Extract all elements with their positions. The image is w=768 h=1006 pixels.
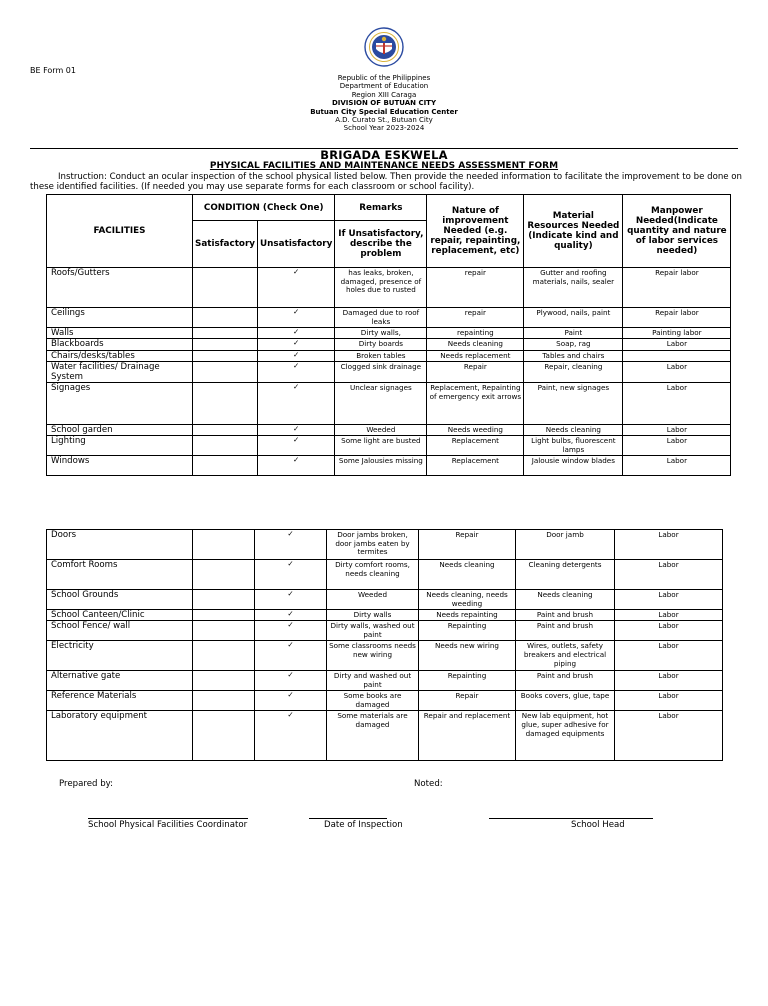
check-icon: ✓ <box>255 641 327 671</box>
facility-cell: Electricity <box>47 641 193 671</box>
date-signature-line <box>309 818 387 819</box>
remarks-cell: Broken tables <box>335 350 427 361</box>
manpower-cell: Labor <box>615 530 723 560</box>
check-icon: ✓ <box>258 339 335 350</box>
manpower-cell: Repair labor <box>623 268 731 308</box>
material-cell: Wires, outlets, safety breakers and electrical piping <box>516 641 615 671</box>
facility-cell: Doors <box>47 530 193 560</box>
check-icon: ✓ <box>258 456 335 476</box>
head-label: School Head <box>571 820 625 830</box>
material-cell: Paint and brush <box>516 621 615 641</box>
remarks-cell: Some materials are damaged <box>327 711 419 761</box>
header-remarks: Remarks <box>335 195 427 221</box>
material-cell: Plywood, nails, paint <box>524 308 623 328</box>
instruction-text: Instruction: Conduct an ocular inspection of the school physical listed below. Then provide the needed information to facilitate the improvement to be done on these identified facilities. (If needed you may use separate forms for each classroom or school facility). <box>30 172 742 192</box>
facility-cell: Water facilities/ Drainage System <box>47 362 193 383</box>
nature-cell: Needs cleaning, needs weeding <box>419 590 516 610</box>
prepared-by-label: Prepared by: <box>59 779 114 789</box>
remarks-cell: Dirty walls, washed out paint <box>327 621 419 641</box>
table-row <box>47 610 723 621</box>
satisfactory-cell <box>193 691 255 711</box>
manpower-cell: Labor <box>615 671 723 691</box>
division-line: DIVISION OF BUTUAN CITY <box>331 99 437 108</box>
nature-cell: Replacement <box>427 436 524 456</box>
table-row <box>47 350 731 361</box>
facility-cell: Comfort Rooms <box>47 560 193 590</box>
nature-cell: repair <box>427 268 524 308</box>
manpower-cell: Labor <box>615 590 723 610</box>
manpower-cell: Repair labor <box>623 308 731 328</box>
form-code: BE Form 01 <box>30 66 76 75</box>
manpower-cell: Labor <box>623 383 731 425</box>
nature-cell: repair <box>427 308 524 328</box>
check-icon: ✓ <box>258 425 335 436</box>
facility-cell: School Canteen/Clinic <box>47 610 193 621</box>
manpower-cell: Labor <box>623 436 731 456</box>
satisfactory-cell <box>193 339 258 350</box>
remarks-cell: Damaged due to roof leaks <box>335 308 427 328</box>
material-cell: Gutter and roofing materials, nails, sealer <box>524 268 623 308</box>
manpower-cell: Labor <box>623 362 731 383</box>
remarks-cell: Weeded <box>327 590 419 610</box>
satisfactory-cell <box>193 425 258 436</box>
nature-cell: repainting <box>427 328 524 339</box>
material-cell: Paint and brush <box>516 671 615 691</box>
nature-cell: Needs cleaning <box>427 339 524 350</box>
table-row <box>47 671 723 691</box>
facility-cell: Blackboards <box>47 339 193 350</box>
check-icon: ✓ <box>255 671 327 691</box>
facility-cell: Roofs/Gutters <box>47 268 193 308</box>
head-signature-line <box>489 818 653 819</box>
table-row <box>47 711 723 761</box>
facilities-table-2 <box>46 529 723 761</box>
facility-cell: Walls <box>47 328 193 339</box>
material-cell: Needs cleaning <box>524 425 623 436</box>
nature-cell: Repair <box>419 530 516 560</box>
region-line: Region XIII Caraga <box>351 90 417 99</box>
remarks-cell: has leaks, broken, damaged, presence of holes due to rusted <box>335 268 427 308</box>
table-row <box>47 456 731 476</box>
table-row <box>47 641 723 671</box>
manpower-cell: Labor <box>623 339 731 350</box>
satisfactory-cell <box>193 590 255 610</box>
satisfactory-cell <box>193 560 255 590</box>
check-icon: ✓ <box>258 362 335 383</box>
material-cell: Jalousie window blades <box>524 456 623 476</box>
facilities-table-1 <box>46 194 731 476</box>
school-line: Butuan City Special Education Center <box>310 107 458 116</box>
facility-cell: Laboratory equipment <box>47 711 193 761</box>
manpower-cell: Labor <box>623 425 731 436</box>
table-row <box>47 560 723 590</box>
satisfactory-cell <box>193 436 258 456</box>
material-cell: Needs cleaning <box>516 590 615 610</box>
table-row <box>47 328 731 339</box>
table-row <box>47 590 723 610</box>
remarks-cell: Some classrooms needs new wiring <box>327 641 419 671</box>
manpower-cell <box>623 350 731 361</box>
republic-line: Republic of the Philippines <box>337 74 431 82</box>
check-icon: ✓ <box>258 328 335 339</box>
facility-cell: Ceilings <box>47 308 193 328</box>
remarks-cell: Dirty walls <box>327 610 419 621</box>
satisfactory-cell <box>193 530 255 560</box>
material-cell: Repair, cleaning <box>524 362 623 383</box>
remarks-cell: Some books are damaged <box>327 691 419 711</box>
table-row <box>47 268 731 308</box>
manpower-cell: Labor <box>615 691 723 711</box>
remarks-cell: Some Jalousies missing <box>335 456 427 476</box>
nature-cell: Needs cleaning <box>419 560 516 590</box>
facility-cell: Signages <box>47 383 193 425</box>
check-icon: ✓ <box>255 691 327 711</box>
table-row <box>47 339 731 350</box>
remarks-cell: Weeded <box>335 425 427 436</box>
header-manpower: Manpower Needed(Indicate quantity and nature of labor services needed) <box>623 195 731 268</box>
nature-cell: Needs repainting <box>419 610 516 621</box>
header-condition: CONDITION (Check One) <box>193 195 335 221</box>
material-cell: Door jamb <box>516 530 615 560</box>
facility-cell: School Fence/ wall <box>47 621 193 641</box>
check-icon: ✓ <box>255 711 327 761</box>
satisfactory-cell <box>193 621 255 641</box>
table-row <box>47 383 731 425</box>
deped-seal-icon <box>364 27 404 67</box>
manpower-cell: Labor <box>615 560 723 590</box>
material-cell: Light bulbs, fluorescent lamps <box>524 436 623 456</box>
table-row <box>47 530 723 560</box>
satisfactory-cell <box>193 268 258 308</box>
coordinator-label: School Physical Facilities Coordinator <box>88 820 248 830</box>
nature-cell: Replacement <box>427 456 524 476</box>
material-cell: Cleaning detergents <box>516 560 615 590</box>
header-remarks-sub: If Unsatisfactory, describe the problem <box>335 221 427 268</box>
nature-cell: Needs replacement <box>427 350 524 361</box>
satisfactory-cell <box>193 362 258 383</box>
check-icon: ✓ <box>255 610 327 621</box>
facility-cell: Alternative gate <box>47 671 193 691</box>
nature-cell: Repair <box>427 362 524 383</box>
check-icon: ✓ <box>258 308 335 328</box>
satisfactory-cell <box>193 711 255 761</box>
satisfactory-cell <box>193 610 255 621</box>
noted-label: Noted: <box>414 779 443 789</box>
check-icon: ✓ <box>258 383 335 425</box>
table-row <box>47 308 731 328</box>
satisfactory-cell <box>193 383 258 425</box>
satisfactory-cell <box>193 308 258 328</box>
material-cell: Paint <box>524 328 623 339</box>
manpower-cell: Labor <box>615 711 723 761</box>
satisfactory-cell <box>193 350 258 361</box>
school-year-line: School Year 2023-2024 <box>343 124 425 133</box>
facility-cell: School Grounds <box>47 590 193 610</box>
material-cell: Paint and brush <box>516 610 615 621</box>
remarks-cell: Dirty boards <box>335 339 427 350</box>
check-icon: ✓ <box>255 560 327 590</box>
manpower-cell: Labor <box>623 456 731 476</box>
manpower-cell: Painting labor <box>623 328 731 339</box>
facility-cell: Windows <box>47 456 193 476</box>
remarks-cell: Door jambs broken, door jambs eaten by termites <box>327 530 419 560</box>
nature-cell: Repainting <box>419 621 516 641</box>
header-satisfactory: Satisfactory <box>193 221 258 268</box>
manpower-cell: Labor <box>615 610 723 621</box>
form-title: BRIGADA ESKWELA <box>320 148 448 162</box>
material-cell: Books covers, glue, tape <box>516 691 615 711</box>
header-material: Material Resources Needed (Indicate kind and quality) <box>524 195 623 268</box>
coordinator-signature-line <box>88 818 248 819</box>
table-row <box>47 621 723 641</box>
facility-cell: Lighting <box>47 436 193 456</box>
satisfactory-cell <box>193 671 255 691</box>
header-unsatisfactory: Unsatisfactory <box>258 221 335 268</box>
header-nature: Nature of improvement Needed (e.g. repair, repainting, replacement, etc) <box>427 195 524 268</box>
facility-cell: School garden <box>47 425 193 436</box>
form-subtitle: PHYSICAL FACILITIES AND MAINTENANCE NEEDS ASSESSMENT FORM <box>209 161 559 171</box>
table-row <box>47 362 731 383</box>
table-row <box>47 436 731 456</box>
satisfactory-cell <box>193 328 258 339</box>
nature-cell: Repair and replacement <box>419 711 516 761</box>
remarks-cell: Dirty walls, <box>335 328 427 339</box>
remarks-cell: Dirty and washed out paint <box>327 671 419 691</box>
table-row <box>47 425 731 436</box>
check-icon: ✓ <box>255 590 327 610</box>
material-cell: Soap, rag <box>524 339 623 350</box>
nature-cell: Replacement, Repainting of emergency exit arrows <box>427 383 524 425</box>
facility-cell: Chairs/desks/tables <box>47 350 193 361</box>
material-cell: New lab equipment, hot glue, super adhesive for damaged equipments <box>516 711 615 761</box>
material-cell: Paint, new signages <box>524 383 623 425</box>
satisfactory-cell <box>193 641 255 671</box>
nature-cell: Repainting <box>419 671 516 691</box>
material-cell: Tables and chairs <box>524 350 623 361</box>
department-line: Department of Education <box>339 82 429 91</box>
nature-cell: Repair <box>419 691 516 711</box>
check-icon: ✓ <box>255 530 327 560</box>
satisfactory-cell <box>193 456 258 476</box>
nature-cell: Needs weeding <box>427 425 524 436</box>
date-label: Date of Inspection <box>324 820 403 830</box>
check-icon: ✓ <box>258 350 335 361</box>
remarks-cell: Some light are busted <box>335 436 427 456</box>
facility-cell: Reference Materials <box>47 691 193 711</box>
check-icon: ✓ <box>258 268 335 308</box>
check-icon: ✓ <box>255 621 327 641</box>
manpower-cell: Labor <box>615 621 723 641</box>
remarks-cell: Unclear signages <box>335 383 427 425</box>
table-row <box>47 691 723 711</box>
address-line: A.D. Curato St., Butuan City <box>335 116 433 125</box>
header-facilities: FACILITIES <box>47 195 193 268</box>
remarks-cell: Dirty comfort rooms, needs cleaning <box>327 560 419 590</box>
remarks-cell: Clogged sink drainage <box>335 362 427 383</box>
check-icon: ✓ <box>258 436 335 456</box>
manpower-cell: Labor <box>615 641 723 671</box>
letterhead <box>0 74 768 133</box>
nature-cell: Needs new wiring <box>419 641 516 671</box>
